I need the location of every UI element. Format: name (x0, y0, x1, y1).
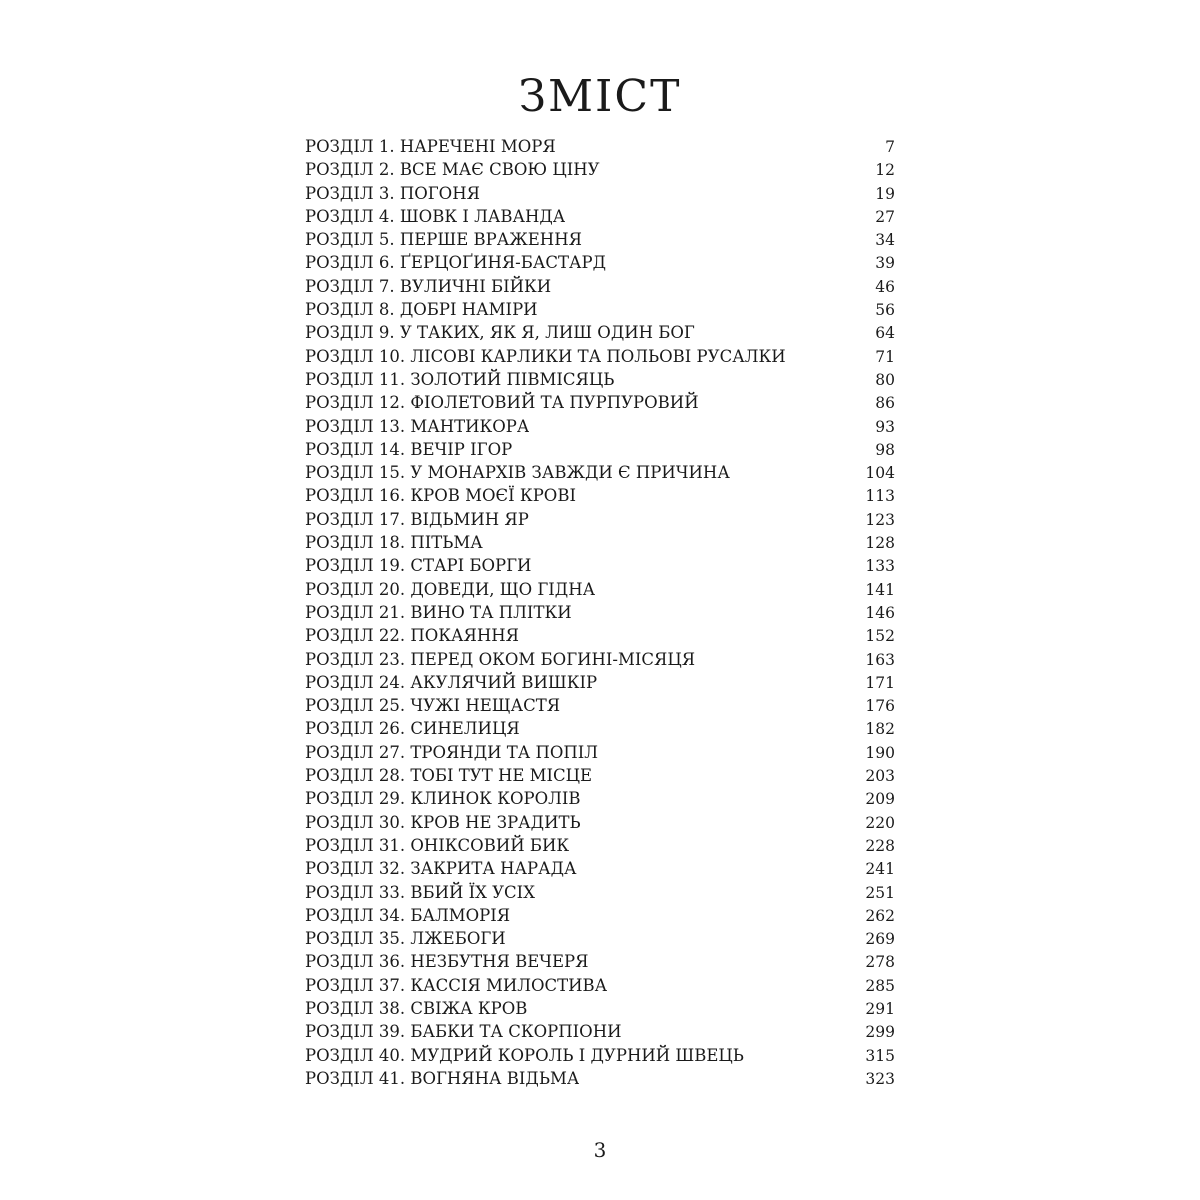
toc-entry-title: РОЗДІЛ 24. АКУЛЯЧИЙ ВИШКІР (305, 672, 598, 692)
toc-entry (305, 764, 895, 787)
table-of-contents (305, 135, 895, 1090)
toc-entry-title: РОЗДІЛ 2. ВСЕ МАЄ СВОЮ ЦІНУ (305, 160, 600, 180)
toc-entry-page: 220 (865, 813, 895, 832)
toc-entry (305, 135, 895, 158)
toc-entry-page: 190 (865, 743, 895, 762)
toc-entry-title: РОЗДІЛ 23. ПЕРЕД ОКОМ БОГИНІ-МІСЯЦЯ (305, 649, 696, 669)
toc-entry-page: 123 (865, 510, 895, 529)
toc-entry-page: 27 (875, 207, 895, 226)
toc-entry-page: 251 (865, 883, 895, 902)
toc-entry-title: РОЗДІЛ 22. ПОКАЯННЯ (305, 626, 519, 646)
toc-entry-title: РОЗДІЛ 32. ЗАКРИТА НАРАДА (305, 859, 577, 879)
toc-entry-page: 285 (865, 976, 895, 995)
toc-entry (305, 974, 895, 997)
toc-entry-page: 323 (865, 1069, 895, 1088)
toc-entry-title: РОЗДІЛ 10. ЛІСОВІ КАРЛИКИ ТА ПОЛЬОВІ РУСАЛКИ (305, 346, 786, 366)
toc-entry-page: 113 (865, 487, 895, 506)
toc-entry (305, 321, 895, 344)
toc-entry-title: РОЗДІЛ 13. МАНТИКОРА (305, 416, 530, 436)
toc-entry-title: РОЗДІЛ 28. ТОБІ ТУТ НЕ МІСЦЕ (305, 766, 593, 786)
toc-entry (305, 391, 895, 414)
toc-entry-page: 141 (865, 580, 895, 599)
toc-entry (305, 1067, 895, 1090)
toc-entry (305, 298, 895, 321)
toc-entry-title: РОЗДІЛ 6. ҐЕРЦОҐИНЯ-БАСТАРД (305, 253, 607, 273)
toc-entry-page: 291 (865, 999, 895, 1018)
toc-entry-page: 278 (865, 953, 895, 972)
toc-entry-title: РОЗДІЛ 41. ВОГНЯНА ВІДЬМА (305, 1068, 580, 1088)
toc-entry-title: РОЗДІЛ 29. КЛИНОК КОРОЛІВ (305, 789, 581, 809)
toc-entry-title: РОЗДІЛ 11. ЗОЛОТИЙ ПІВМІСЯЦЬ (305, 369, 615, 389)
toc-entry-title: РОЗДІЛ 18. ПІТЬМА (305, 533, 483, 553)
toc-entry-title: РОЗДІЛ 21. ВИНО ТА ПЛІТКИ (305, 602, 572, 622)
page-number: 3 (593, 1138, 607, 1162)
toc-entry-title: РОЗДІЛ 30. КРОВ НЕ ЗРАДИТЬ (305, 812, 581, 832)
toc-entry-page: 80 (875, 370, 895, 389)
toc-entry-title: РОЗДІЛ 15. У МОНАРХІВ ЗАВЖДИ Є ПРИЧИНА (305, 463, 730, 483)
toc-entry-title: РОЗДІЛ 19. СТАРІ БОРГИ (305, 556, 532, 576)
toc-entry (305, 1020, 895, 1043)
toc-entry-page: 146 (865, 603, 895, 622)
toc-entry (305, 531, 895, 554)
toc-entry-title: РОЗДІЛ 33. ВБИЙ ЇХ УСІХ (305, 882, 535, 902)
toc-entry (305, 671, 895, 694)
toc-entry-page: 98 (875, 440, 895, 459)
toc-entry-title: РОЗДІЛ 8. ДОБРІ НАМІРИ (305, 300, 538, 320)
toc-entry-title: РОЗДІЛ 40. МУДРИЙ КОРОЛЬ І ДУРНИЙ ШВЕЦЬ (305, 1045, 744, 1065)
toc-entry-page: 209 (865, 790, 895, 809)
toc-entry-page: 152 (865, 627, 895, 646)
toc-entry (305, 158, 895, 181)
toc-entry (305, 648, 895, 671)
toc-entry (305, 228, 895, 251)
toc-entry-title: РОЗДІЛ 27. ТРОЯНДИ ТА ПОПІЛ (305, 742, 599, 762)
toc-entry-page: 299 (865, 1023, 895, 1042)
toc-entry-title: РОЗДІЛ 3. ПОГОНЯ (305, 183, 480, 203)
toc-entry (305, 717, 895, 740)
toc-entry (305, 694, 895, 717)
toc-entry-title: РОЗДІЛ 34. БАЛМОРІЯ (305, 905, 511, 925)
toc-entry-title: РОЗДІЛ 1. НАРЕЧЕНІ МОРЯ (305, 137, 556, 156)
toc-entry-title: РОЗДІЛ 26. СИНЕЛИЦЯ (305, 719, 520, 739)
toc-entry-page: 64 (875, 324, 895, 343)
toc-entry (305, 904, 895, 927)
toc-entry (305, 881, 895, 904)
toc-entry-title: РОЗДІЛ 37. КАССІЯ МИЛОСТИВА (305, 975, 608, 995)
toc-entry (305, 251, 895, 274)
toc-entry-page: 262 (865, 906, 895, 925)
toc-entry-title: РОЗДІЛ 9. У ТАКИХ, ЯК Я, ЛИШ ОДИН БОГ (305, 323, 695, 343)
toc-entry-page: 241 (865, 860, 895, 879)
toc-entry (305, 368, 895, 391)
toc-entry-title: РОЗДІЛ 7. ВУЛИЧНІ БІЙКИ (305, 276, 552, 296)
toc-entry-page: 56 (875, 301, 895, 320)
toc-entry (305, 484, 895, 507)
toc-entry-page: 228 (865, 836, 895, 855)
toc-entry-page: 176 (865, 697, 895, 716)
toc-entry-page: 182 (865, 720, 895, 739)
toc-entry-page: 128 (865, 534, 895, 553)
page-title: ЗМІСТ (518, 71, 682, 122)
toc-entry-title: РОЗДІЛ 31. ОНІКСОВИЙ БИК (305, 835, 570, 855)
toc-entry (305, 927, 895, 950)
toc-entry-title: РОЗДІЛ 12. ФІОЛЕТОВИЙ ТА ПУРПУРОВИЙ (305, 393, 699, 413)
toc-entry-title: РОЗДІЛ 39. БАБКИ ТА СКОРПІОНИ (305, 1022, 622, 1042)
toc-entry-page: 133 (865, 557, 895, 576)
toc-entry (305, 508, 895, 531)
toc-entry (305, 275, 895, 298)
toc-entry (305, 1044, 895, 1067)
toc-entry-page: 7 (885, 138, 895, 156)
toc-entry-page: 71 (875, 347, 895, 366)
toc-entry (305, 205, 895, 228)
toc-entry-page: 269 (865, 930, 895, 949)
toc-entry-title: РОЗДІЛ 36. НЕЗБУТНЯ ВЕЧЕРЯ (305, 952, 589, 972)
toc-entry-page: 46 (875, 277, 895, 296)
toc-entry-page: 104 (865, 464, 895, 483)
toc-entry (305, 601, 895, 624)
toc-entry (305, 741, 895, 764)
toc-entry-title: РОЗДІЛ 20. ДОВЕДИ, ЩО ГІДНА (305, 579, 596, 599)
toc-entry-title: РОЗДІЛ 17. ВІДЬМИН ЯР (305, 509, 529, 529)
toc-entry (305, 997, 895, 1020)
toc-entry (305, 345, 895, 368)
toc-entry (305, 438, 895, 461)
toc-entry (305, 811, 895, 834)
toc-entry (305, 950, 895, 973)
toc-entry-page: 86 (875, 394, 895, 413)
toc-entry-page: 93 (875, 417, 895, 436)
toc-entry-page: 19 (875, 184, 895, 203)
toc-entry-title: РОЗДІЛ 35. ЛЖЕБОГИ (305, 929, 506, 949)
toc-entry-title: РОЗДІЛ 25. ЧУЖІ НЕЩАСТЯ (305, 696, 561, 716)
toc-entry-page: 171 (865, 673, 895, 692)
toc-entry-page: 34 (875, 231, 895, 250)
toc-entry (305, 415, 895, 438)
toc-entry-title: РОЗДІЛ 4. ШОВК І ЛАВАНДА (305, 206, 566, 226)
toc-entry (305, 461, 895, 484)
toc-entry-page: 315 (865, 1046, 895, 1065)
toc-entry-title: РОЗДІЛ 16. КРОВ МОЄЇ КРОВІ (305, 486, 576, 506)
toc-entry-page: 163 (865, 650, 895, 669)
toc-entry (305, 857, 895, 880)
toc-entry-title: РОЗДІЛ 14. ВЕЧІР ІГОР (305, 439, 513, 459)
toc-entry (305, 834, 895, 857)
toc-entry (305, 554, 895, 577)
toc-entry-page: 39 (875, 254, 895, 273)
toc-entry-title: РОЗДІЛ 38. СВІЖА КРОВ (305, 998, 528, 1018)
toc-entry-page: 203 (865, 767, 895, 786)
toc-entry (305, 624, 895, 647)
toc-entry (305, 787, 895, 810)
toc-entry (305, 182, 895, 205)
toc-entry-title: РОЗДІЛ 5. ПЕРШЕ ВРАЖЕННЯ (305, 230, 582, 250)
toc-entry (305, 578, 895, 601)
toc-entry-page: 12 (875, 161, 895, 180)
